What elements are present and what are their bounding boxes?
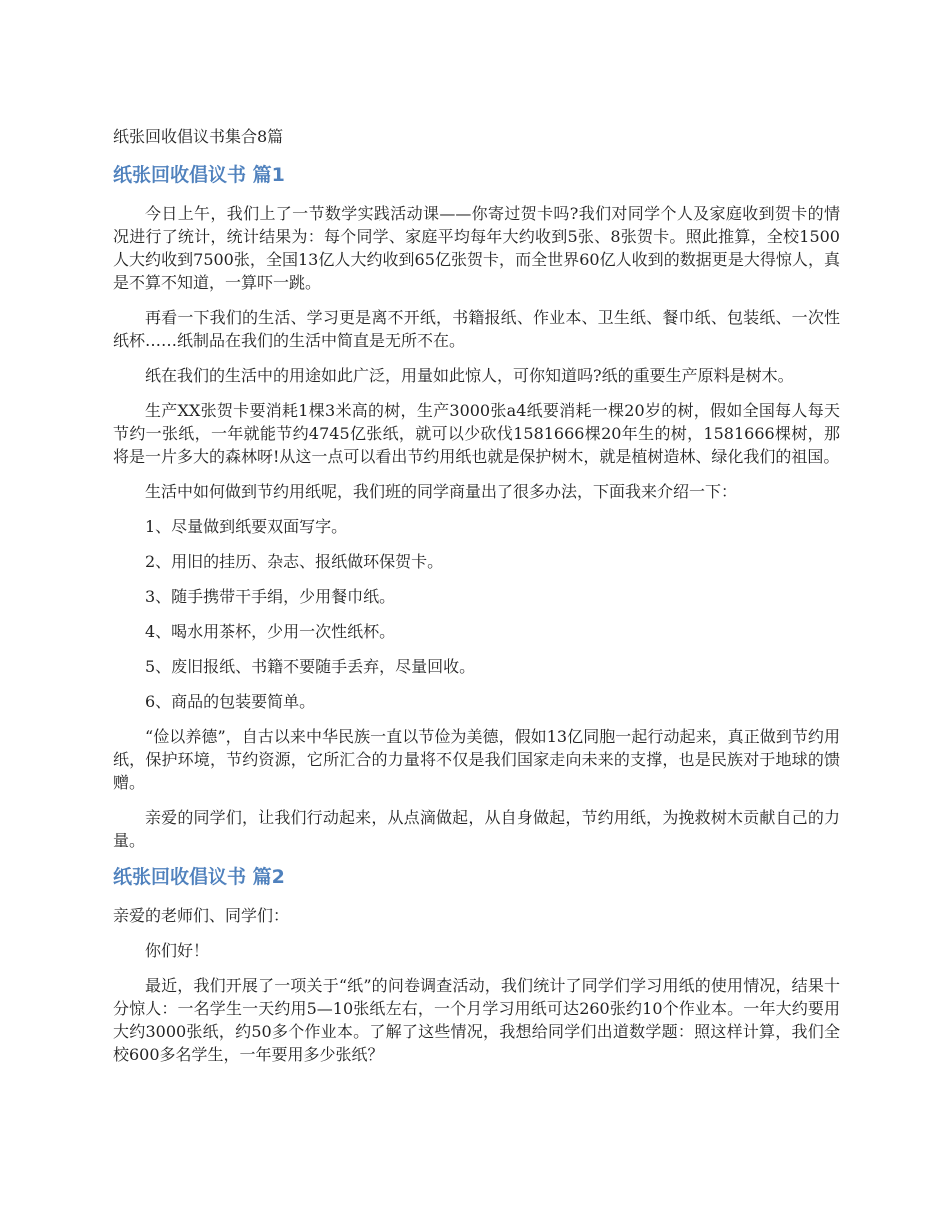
list-item: 2、用旧的挂历、杂志、报纸做环保贺卡。	[145, 552, 444, 571]
list-item: 6、商品的包装要简单。	[145, 692, 316, 711]
document-title: 纸张回收倡议书集合8篇	[113, 127, 284, 146]
paragraph: 最近，我们开展了一项关于“纸”的问卷调查活动，我们统计了同学们学习用纸的使用情况，结果十分惊人：一名学生一天约用5—10张纸左右，一个月学习用纸可达260张约10个作业本。一年大约要用大约3000张纸，约50多个作业本。了解了这些情况，我想给同学们出道数学题：照这样计算，我们全校600多名学生，一年要用多少张纸？	[113, 976, 840, 1064]
list-item: 4、喝水用茶杯，少用一次性纸杯。	[145, 622, 396, 641]
document-page	[113, 126, 840, 1078]
list-item: 5、废旧报纸、书籍不要随手丢弃，尽量回收。	[145, 657, 476, 676]
paragraph: 生活中如何做到节约用纸呢，我们班的同学商量出了很多办法，下面我来介绍一下：	[145, 482, 738, 501]
section-heading-2: 纸张回收倡议书 篇2	[113, 866, 285, 888]
paragraph: 生产XX张贺卡要消耗1棵3米高的树，生产3000张a4纸要消耗一棵20岁的树，假如全国每人每天节约一张纸，一年就能节约4745亿张纸，就可以少砍伐1581666棵20年生的树，1581666棵树，那将是一片多大的森林呀!从这一点可以看出节约用纸也就是保护树木，就是植树造林、绿化我们的祖国。	[113, 401, 840, 466]
list-item: 3、随手携带干手绢，少用餐巾纸。	[145, 587, 396, 606]
paragraph: 再看一下我们的生活、学习更是离不开纸，书籍报纸、作业本、卫生纸、餐巾纸、包装纸、一次性纸杯……纸制品在我们的生活中简直是无所不在。	[113, 308, 840, 350]
list-item: 1、尽量做到纸要双面写字。	[145, 517, 348, 536]
paragraph: “俭以养德”，自古以来中华民族一直以节俭为美德，假如13亿同胞一起行动起来，真正做到节约用纸，保护环境，节约资源，它所汇合的力量将不仅是我们国家走向未来的支撑，也是民族对于地球的馈赠。	[113, 727, 840, 792]
salutation: 亲爱的老师们、同学们：	[113, 906, 290, 925]
section-heading-1: 纸张回收倡议书 篇1	[113, 164, 285, 186]
paragraph: 纸在我们的生活中的用途如此广泛，用量如此惊人，可你知道吗?纸的重要生产原料是树木。	[145, 366, 794, 385]
paragraph: 亲爱的同学们，让我们行动起来，从点滴做起，从自身做起，节约用纸，为挽救树木贡献自己的力量。	[113, 808, 840, 850]
paragraph: 今日上午，我们上了一节数学实践活动课——你寄过贺卡吗?我们对同学个人及家庭收到贺卡的情况进行了统计，统计结果为：每个同学、家庭平均每年大约收到5张、8张贺卡。照此推算，全校1500人大约收到7500张，全国13亿人大约收到65亿张贺卡，而全世界60亿人收到的数据更是大得惊人，真是不算不知道，一算吓一跳。	[113, 204, 840, 292]
greeting: 你们好！	[145, 941, 210, 960]
